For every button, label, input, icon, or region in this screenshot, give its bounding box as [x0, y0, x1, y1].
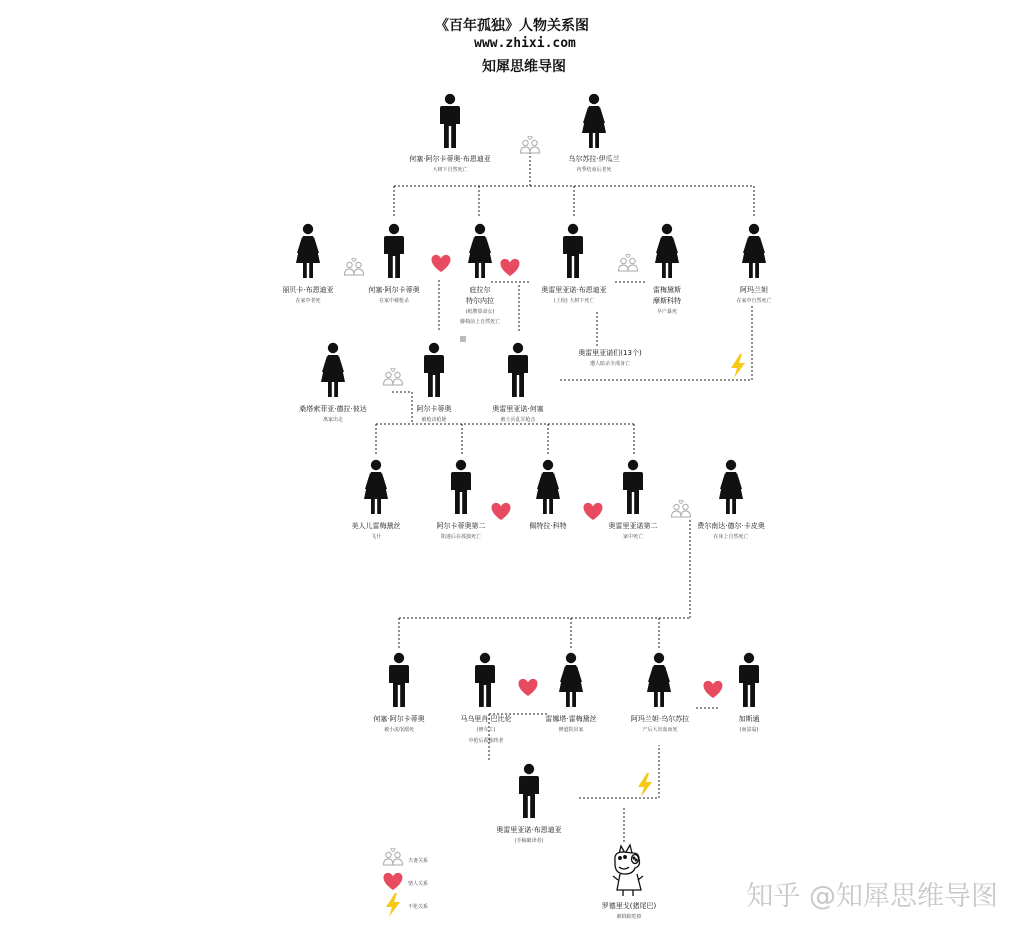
person-note: (纸牌算命女) [465, 309, 495, 315]
person-note: 遭人暗杀全部身亡 [589, 361, 631, 367]
female-person-icon [582, 94, 606, 148]
person-note: 在床上自然死亡 [713, 534, 749, 540]
person-name: 罗德里戈(猪尾巴) [601, 902, 657, 910]
person-name: 佩特拉·科特 [529, 522, 567, 530]
male-person-icon [623, 460, 643, 514]
person-name: 桑塔索菲亚·德拉·彼达 [299, 405, 367, 413]
male-person-icon [508, 343, 528, 397]
male-person-icon [739, 653, 759, 707]
page-title: 《百年孤独》人物关系图 [435, 18, 589, 34]
person-note: 被小流氓溺死 [383, 727, 415, 733]
person-note: 藤椅前上自然死亡 [459, 319, 501, 325]
lightning-icon [638, 773, 652, 797]
person-name: 丽贝卡·布恩迪亚 [282, 286, 334, 294]
heart-icon [703, 681, 722, 698]
person-name: 阿尔卡蒂奥第二 [436, 522, 486, 530]
legend-heart-icon [383, 873, 402, 890]
legend-incest-label: 不伦关系 [408, 904, 429, 910]
person-name: 阿尔卡蒂奥 [416, 405, 452, 413]
female-person-icon [468, 224, 492, 278]
female-person-icon [655, 224, 679, 278]
person-note: 在家中被枪杀 [378, 298, 410, 304]
person-name: 摩斯科特 [653, 297, 681, 305]
person-note: 在家中自然死亡 [736, 298, 772, 304]
couple-icon [672, 500, 691, 517]
male-person-icon [451, 460, 471, 514]
person-name: 奥雷里亚诺·何塞 [492, 405, 544, 413]
person-note: 内季结束后老死 [576, 167, 612, 173]
relation-lines [376, 152, 754, 842]
person-note: (修车工) [476, 727, 496, 733]
legend-couple-icon [384, 848, 403, 865]
person-name: 雷梅黛斯 [653, 286, 681, 294]
person-name: 奥雷里亚诺·布恩迪亚 [496, 826, 562, 834]
heart-icon [491, 503, 510, 520]
female-person-icon [536, 460, 560, 514]
person-note: 被士兵乱军枪击 [500, 417, 536, 423]
person-note: (上校) 大树下死亡 [553, 298, 595, 304]
male-person-icon [389, 653, 409, 707]
heart-icon [500, 259, 519, 276]
person-note: 被蚂蚁吃掉 [616, 914, 642, 920]
female-person-icon [719, 460, 743, 514]
person-name: 加斯通 [738, 715, 760, 723]
couple-icon [521, 136, 540, 153]
male-person-icon [475, 653, 495, 707]
legend-lover-label: 情人关系 [408, 881, 429, 887]
couple-icon [345, 258, 364, 275]
female-person-icon [296, 224, 320, 278]
person-name: 马乌里肖·巴比伦 [460, 715, 512, 723]
person-name: 何塞·阿尔卡蒂奥·布恩迪亚 [409, 155, 491, 163]
site-url: www.zhixi.com [474, 36, 576, 51]
heart-icon [518, 679, 537, 696]
person-name: 费尔南达·德尔·卡皮奥 [697, 522, 765, 530]
lightning-icon [731, 354, 745, 378]
male-person-icon [384, 224, 404, 278]
marker-icon [460, 336, 466, 342]
person-note: 早产暴死 [656, 309, 678, 315]
person-note: 家中死亡 [622, 534, 644, 540]
heart-icon [583, 503, 602, 520]
couple-icon [619, 254, 638, 271]
watermark: 知乎 @知犀思维导图 [746, 881, 998, 912]
person-name: 何塞·阿尔卡蒂奥 [373, 715, 425, 723]
female-person-icon [647, 653, 671, 707]
male-person-icon [563, 224, 583, 278]
person-note: 大树下自然死亡 [432, 167, 468, 173]
person-name: 雷娜塔·雷梅黛丝 [545, 715, 597, 723]
person-note: (手稿破译者) [514, 838, 544, 844]
male-person-icon [519, 764, 539, 818]
person-note: 在家中老死 [295, 298, 321, 304]
person-name: 阿玛兰妲 [740, 286, 768, 294]
heart-icon [431, 255, 450, 272]
pig-face-icon [613, 845, 643, 896]
legend-lightning-icon [386, 893, 400, 917]
person-name: 奥雷里亚诺·布恩迪亚 [541, 286, 607, 294]
person-name: 何塞·阿尔卡蒂奥 [368, 286, 420, 294]
female-person-icon [559, 653, 583, 707]
person-name: 奥雷里亚诺第二 [608, 522, 658, 530]
male-person-icon [440, 94, 460, 148]
person-note: 产后大出血而死 [642, 727, 678, 733]
person-name: 美人儿雷梅黛丝 [351, 522, 401, 530]
legend-couple-label: 夫妻关系 [408, 858, 429, 864]
person-note: 离家出走 [322, 417, 344, 423]
page-subtitle: 知犀思维导图 [482, 59, 566, 75]
person-name: 奥雷里亚诺们(13个) [578, 349, 642, 357]
person-note: 修道院出家 [558, 727, 584, 733]
person-name: 庇拉尔 [469, 286, 491, 294]
person-note: (而富翁) [739, 727, 759, 733]
person-note: 被枪决枪毙 [421, 417, 447, 423]
female-person-icon [364, 460, 388, 514]
person-name: 特尔内拉 [466, 297, 494, 305]
person-note: 飞升 [370, 534, 382, 540]
person-name: 乌尔苏拉·伊瓜兰 [568, 155, 620, 163]
person-note: 陷迷后在孤独死亡 [440, 534, 482, 540]
person-name: 阿玛兰妲·乌尔苏拉 [630, 715, 690, 723]
male-person-icon [424, 343, 444, 397]
person-note: 中枪后孤独终老 [468, 738, 504, 744]
female-person-icon [742, 224, 766, 278]
female-person-icon [321, 343, 345, 397]
couple-icon [384, 368, 403, 385]
